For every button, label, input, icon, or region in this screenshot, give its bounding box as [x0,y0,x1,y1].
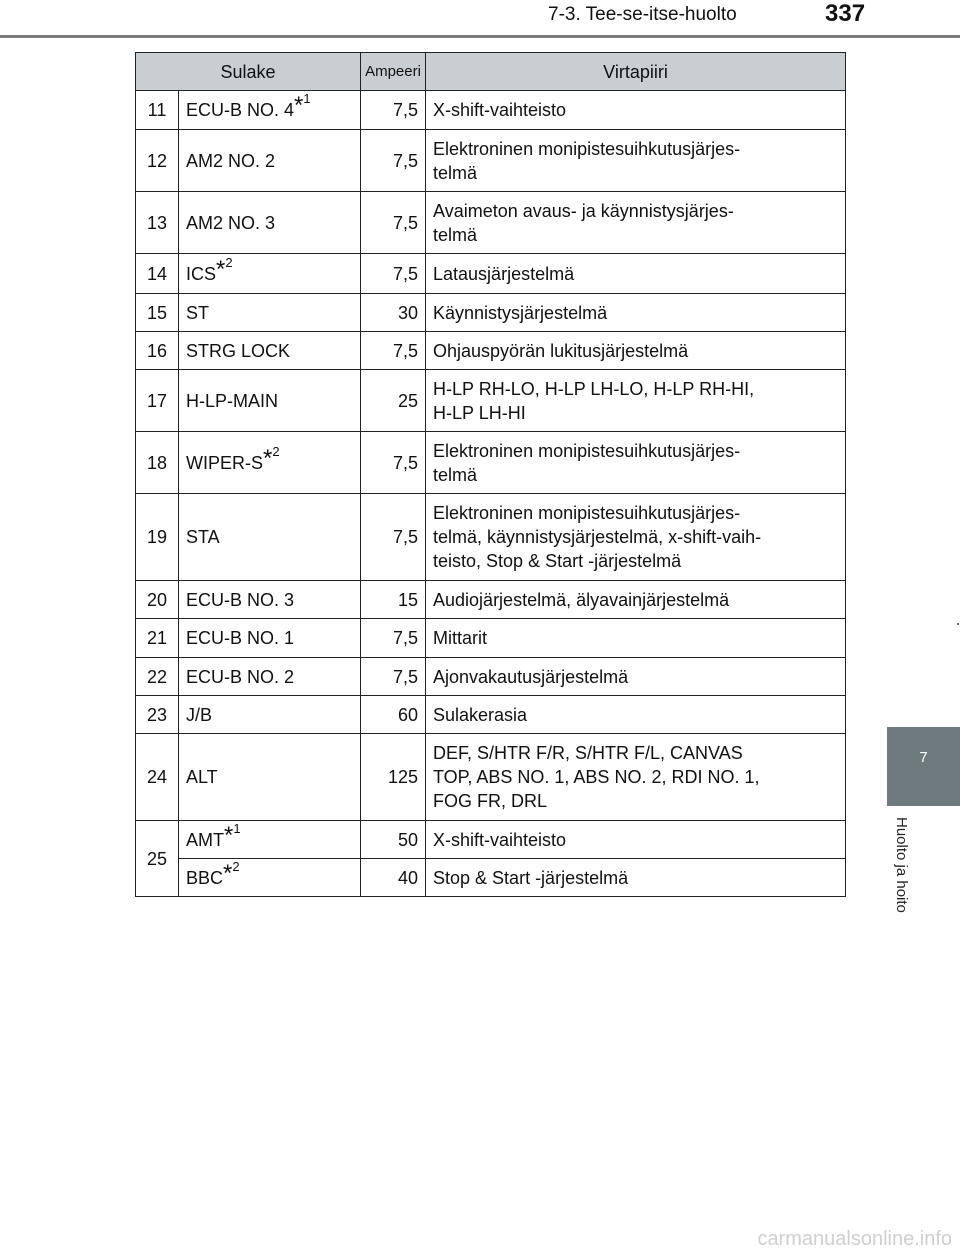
circuit-line: Elektroninen monipistesuihkutusjärjes- telmä, käynnistysjärjestelmä, x-shift-vaih- teisto, Stop & Start -järjestelmä [433,503,762,571]
fuse-circuit [426,370,846,432]
fuse-number: 11 [136,91,179,130]
fuse-number: 14 [136,254,179,294]
fuse-circuit [426,130,846,192]
fuse-number: 22 [136,658,179,696]
fuse-name: WIPER-S [186,452,264,473]
fuse-number: 15 [136,294,179,332]
fuse-circuit: X-shift-vaihteisto [426,821,846,859]
chapter-label-container [893,817,921,947]
fuse-ampere: 125 [361,734,426,821]
fuse-name: ECU-B NO. 3 [186,589,295,610]
table-row [136,821,846,859]
circuit-line: DEF, S/HTR F/R, S/HTR F/L, CANVAS TOP, ABS NO. 1, ABS NO. 2, RDI NO. 1, FOG FR, DRL [433,743,760,811]
fuse-name: AM2 NO. 2 [186,150,276,171]
header-fuse: Sulake [136,53,361,91]
footnote-star: * [294,92,304,119]
circuit-line: Elektroninen monipistesuihkutusjärjes- telmä [433,440,741,485]
fuse-ampere: 7,5 [361,254,426,294]
fuse-name-cell [179,734,361,821]
margin-mark [957,623,959,625]
chapter-label: Huolto ja hoito [893,817,910,913]
fuse-name-cell [179,332,361,370]
fuse-circuit [426,494,846,581]
table-row [136,859,846,897]
footnote-number: 2 [225,254,233,270]
fuse-number: 23 [136,696,179,734]
footnote-star: * [224,821,234,849]
table-row [136,696,846,734]
fuse-circuit: Stop & Start -järjestelmä [426,859,846,897]
fuse-name-cell [179,254,361,294]
fuse-name: H-LP-MAIN [186,390,279,411]
fuse-number: 24 [136,734,179,821]
table-row [136,370,846,432]
fuse-ampere: 30 [361,294,426,332]
fuse-ampere: 7,5 [361,332,426,370]
fuse-name-cell [179,192,361,254]
watermark: carmanualsonline.info [757,1228,952,1250]
fuse-name-cell [179,821,361,859]
circuit-line: Elektroninen monipistesuihkutusjärjes- telmä [433,138,741,183]
fuse-name-cell [179,581,361,619]
footnote-number: 2 [232,858,240,874]
fuse-ampere: 60 [361,696,426,734]
fuse-ampere: 7,5 [361,619,426,658]
fuse-ampere: 7,5 [361,91,426,130]
footnote-star: * [263,444,273,472]
page-number: 337 [825,0,866,27]
table-row [136,734,846,821]
fuse-circuit: Mittarit [426,619,846,658]
fuse-name-cell [179,658,361,696]
fuse-name: STRG LOCK [186,340,291,361]
fuse-circuit [426,734,846,821]
fuse-name-cell [179,91,361,130]
fuse-number: 17 [136,370,179,432]
table-row [136,432,846,494]
fuse-ampere: 7,5 [361,130,426,192]
table-row [136,332,846,370]
footnote-star: * [216,255,226,283]
fuse-name-cell [179,294,361,332]
fuse-number: 16 [136,332,179,370]
fuse-name-cell [179,494,361,581]
fuse-name: AMT [186,829,224,850]
fuse-ampere: 25 [361,370,426,432]
fuse-name-cell [179,130,361,192]
footnote-star: * [223,859,233,887]
fuse-name-cell [179,859,361,897]
table-row [136,91,846,130]
circuit-line: Avaimeton avaus- ja käynnistysjärjes- telmä [433,200,734,245]
fuse-name: ALT [186,767,218,787]
header-ampere: Ampeeri [361,53,426,91]
fuse-ampere: 15 [361,581,426,619]
fuse-number: 21 [136,619,179,658]
chapter-tab [887,727,960,806]
table-row [136,192,846,254]
fuse-name-cell [179,370,361,432]
table-header-row [136,53,846,91]
fuse-name: ECU-B NO. 2 [186,666,295,687]
fuse-name: ICS [186,263,217,284]
footnote-number: 2 [272,443,280,459]
fuse-name: ECU-B NO. 1 [186,628,295,648]
table-row [136,254,846,294]
fuse-name: ECU-B NO. 4 [186,100,295,120]
fuse-table [135,52,846,897]
fuse-number: 19 [136,494,179,581]
fuse-name: ST [186,302,210,323]
fuse-number: 18 [136,432,179,494]
header-divider [0,35,960,38]
table-row [136,494,846,581]
fuse-circuit: Audiojärjestelmä, älyavainjärjestelmä [426,581,846,619]
fuse-circuit: Latausjärjestelmä [426,254,846,294]
fuse-name: J/B [186,704,213,725]
fuse-ampere: 7,5 [361,494,426,581]
circuit-line: H-LP RH-LO, H-LP LH-LO, H-LP RH-HI, H-LP LH-HI [433,378,755,423]
fuse-circuit: X-shift-vaihteisto [426,91,846,130]
fuse-ampere: 7,5 [361,658,426,696]
fuse-name: STA [186,527,220,547]
chapter-number: 7 [919,749,928,766]
footnote-number: 1 [303,91,311,106]
fuse-name: AM2 NO. 3 [186,212,276,233]
fuse-number: 12 [136,130,179,192]
table-row [136,581,846,619]
header-circuit: Virtapiiri [426,53,846,91]
fuse-number: 20 [136,581,179,619]
fuse-circuit: Ohjauspyörän lukitusjärjestelmä [426,332,846,370]
fuse-ampere: 50 [361,821,426,859]
footnote-number: 1 [233,820,241,836]
fuse-ampere: 7,5 [361,192,426,254]
fuse-name: BBC [186,867,224,888]
table-row [136,130,846,192]
fuse-name-cell [179,432,361,494]
fuse-ampere: 7,5 [361,432,426,494]
fuse-name-cell [179,619,361,658]
fuse-circuit: Käynnistysjärjestelmä [426,294,846,332]
fuse-circuit: Sulakerasia [426,696,846,734]
table-row [136,294,846,332]
fuse-number: 13 [136,192,179,254]
section-title: 7-3. Tee-se-itse-huolto [548,4,737,25]
fuse-circuit: Ajonvakautusjärjestelmä [426,658,846,696]
table-row [136,619,846,658]
fuse-circuit [426,432,846,494]
fuse-number: 25 [136,821,179,897]
table-row [136,658,846,696]
fuse-circuit [426,192,846,254]
fuse-name-cell [179,696,361,734]
fuse-ampere: 40 [361,859,426,897]
